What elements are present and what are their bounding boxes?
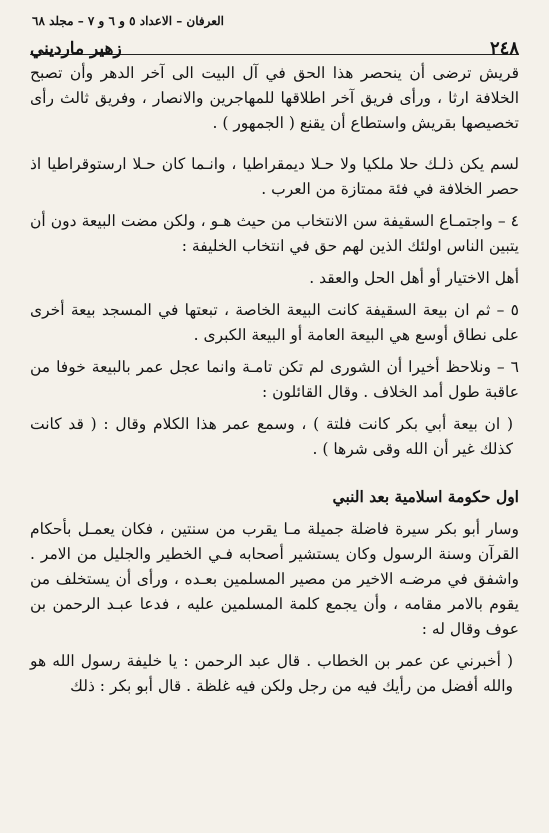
paragraph-3: ٤ – واجتمـاع السقيفة سن الانتخاب من حيث هـو ، ولكن مضت البيعة دون أن يتبين الناس اولئك الذين لهم حق في انتخاب الخليفة : <box>30 212 519 255</box>
section-title: اول حكومة اسلامية بعد النبي <box>332 487 519 506</box>
running-author: زهير مارديني <box>30 39 122 59</box>
paragraph-5: ٥ – ثم ان بيعة السقيفة كانت البيعة الخاصة ، تبعتها في المسجد بيعة أخرى على نطاق أوسع هي البيعة العامة أو البيعة الكبرى . <box>30 301 519 344</box>
page-header <box>30 14 519 59</box>
paragraph-4: أهل الاختيار أو أهل الحل والعقد . <box>309 269 519 287</box>
paragraph-7-quote: ( ان بيعة أبي بكر كانت فلتة ) ، وسمع عمر هذا الكلام وقال : ( قد كانت كذلك غير أن الله وقى شرها ) . <box>30 415 513 458</box>
paragraph-8: وسار أبو بكر سيرة فاضلة جميلة مـا يقرب من سنتين ، فكان يعمـل بأحكام القرآن وسنة الرسول وكان يستشير أصحابه فـي الخطير والجليل من الامر . واشفق في مرضـه الاخير من مصير المسلمين بعـده ، ورأى أن يستخلف من يقوم بالامر مقامه ، وأن يجمع كلمة المسلمين عليه ، فدعا عبـد الرحمن بن عوف وقال له : <box>30 520 519 638</box>
paragraph-9-quote: ( أخبرني عن عمر بن الخطاب . قال عبد الرحمن : يا خليفة رسول الله هو والله أفضل من رأيك فيه من رجل ولكن فيه غلظة . قال أبو بكر : ذلك <box>30 652 513 695</box>
paragraph-1: قريش ترضى أن ينحصر هذا الحق في آل البيت الى آخر الدهر وأن تصبح الخلافة ارثا ، ورأى فريق آخر اطلاقها للمهاجرين والانصار ، وفريق ثالث رأى تخصيصها بقريش واستطاع أن يقنع ( الجمهور ) . <box>30 64 519 132</box>
running-journal: العرفان – الاعداد ٥ و ٦ و ٧ – مجلد ٦٨ <box>32 14 224 28</box>
paragraph-2: لسم يكن ذلـك حلا ملكيا ولا حـلا ديمقراطيا ، وانـما كان حـلا ارستوقراطيا اذ حصر الخلافة في فئة ممتازة من العرب . <box>30 155 519 198</box>
paragraph-6: ٦ – ونلاحظ أخيرا أن الشورى لم تكن تامـة وانما عجل عمر بالبيعة خوفا من عاقبة طول أمد الخلاف . وقال القائلون : <box>30 358 519 401</box>
page-number: ٢٤٨ <box>489 38 519 59</box>
